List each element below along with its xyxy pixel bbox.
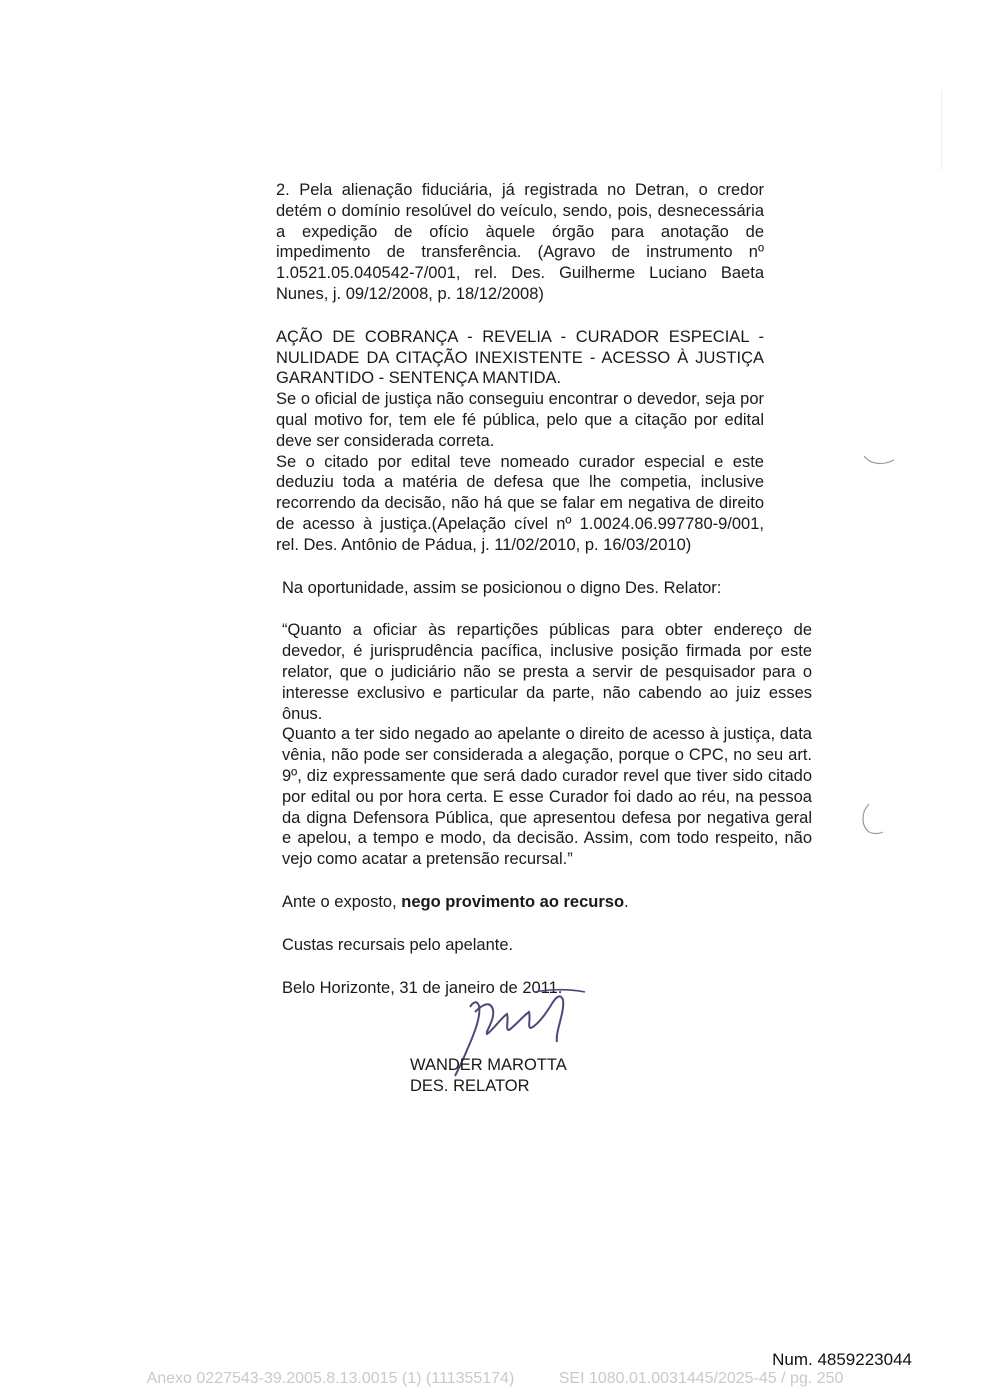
paragraph-precedent-1: 2. Pela alienação fiduciária, já registrada no Detran, o credor detém o domínio resolúvel do veículo, sendo, pois, desnecessária a expedição de ofício àquele órgão para anotação de impedimento de transferência. (Agravo de instrumento nº 1.0521.05.040542-7/001, rel. Des. Guilherme Luciano Baeta Nunes, j. 09/12/2008, p. 18/12/2008) <box>276 181 764 303</box>
costs-paragraph: Custas recursais pelo apelante. <box>282 935 514 954</box>
decision-prefix: Ante o exposto, <box>282 892 402 911</box>
scan-edge-mark <box>941 90 942 170</box>
intro-paragraph: Na oportunidade, assim se posicionou o digno Des. Relator: <box>282 578 722 597</box>
signer-role: DES. RELATOR <box>410 1077 530 1095</box>
document-body <box>276 180 812 998</box>
relator-quote <box>282 620 812 870</box>
decision-suffix: . <box>624 892 629 911</box>
quote-paragraph-2: Quanto a ter sido negado ao apelante o direito de acesso à justiça, data vênia, não pode ser considerada a alegação, porque o CPC, no seu art. 9º, diz expressamente que será dado curador revel que tiver sido citado por edital ou por hora certa. E esse Curador foi dado ao réu, na pessoa da digna Defensora Pública, que apresentou defesa por negativa geral e apelou, a tempo e modo, da decisão. Assim, com todo respeito, não vejo como acatar a pretensão recursal.” <box>282 725 812 869</box>
ementa-paragraph-2: Se o citado por edital teve nomeado curador especial e este deduziu toda a matéria de defesa que lhe competia, inclusive recorrendo da decisão, não há que se falar em negativa de direito de acesso à justiça.(Apelação cível nº 1.0024.06.997780-9/001, rel. Des. Antônio de Pádua, j. 11/02/2010, p. 16/03/2010) <box>276 452 764 554</box>
document-number: Num. 4859223044 <box>772 1350 912 1369</box>
decision-paragraph <box>282 892 812 913</box>
page-footer: Anexo 0227543-39.2005.8.13.0015 (1) (111355174) SEI 1080.01.0031445/2025-45 / pg. 250 <box>146 1370 844 1387</box>
decision-bold: nego provimento ao recurso <box>401 892 625 911</box>
place-date: Belo Horizonte, 31 de janeiro de 2011. <box>282 978 563 997</box>
margin-mark <box>860 450 900 470</box>
ementa-paragraph-1: Se o oficial de justiça não conseguiu encontrar o devedor, seja por qual motivo for, tem ele fé pública, pelo que a citação por edital deve ser considerada correta. <box>276 390 764 450</box>
quote-paragraph-1: “Quanto a oficiar às repartições públicas para obter endereço de devedor, é jurisprudência pacífica, inclusive posição firmada por este relator, que o judiciário não se presta a servir de pesquisador para o interesse exclusivo e particular da parte, não cabendo ao juiz esses ônus. <box>282 621 812 723</box>
ementa-title: AÇÃO DE COBRANÇA - REVELIA - CURADOR ESPECIAL - NULIDADE DA CITAÇÃO INEXISTENTE - ACESSO À JUSTIÇA GARANTIDO - SENTENÇA MANTIDA. <box>276 327 764 388</box>
signer-name: WANDER MAROTTA <box>410 1056 567 1074</box>
signature-block <box>410 1055 567 1097</box>
margin-mark <box>855 800 885 840</box>
